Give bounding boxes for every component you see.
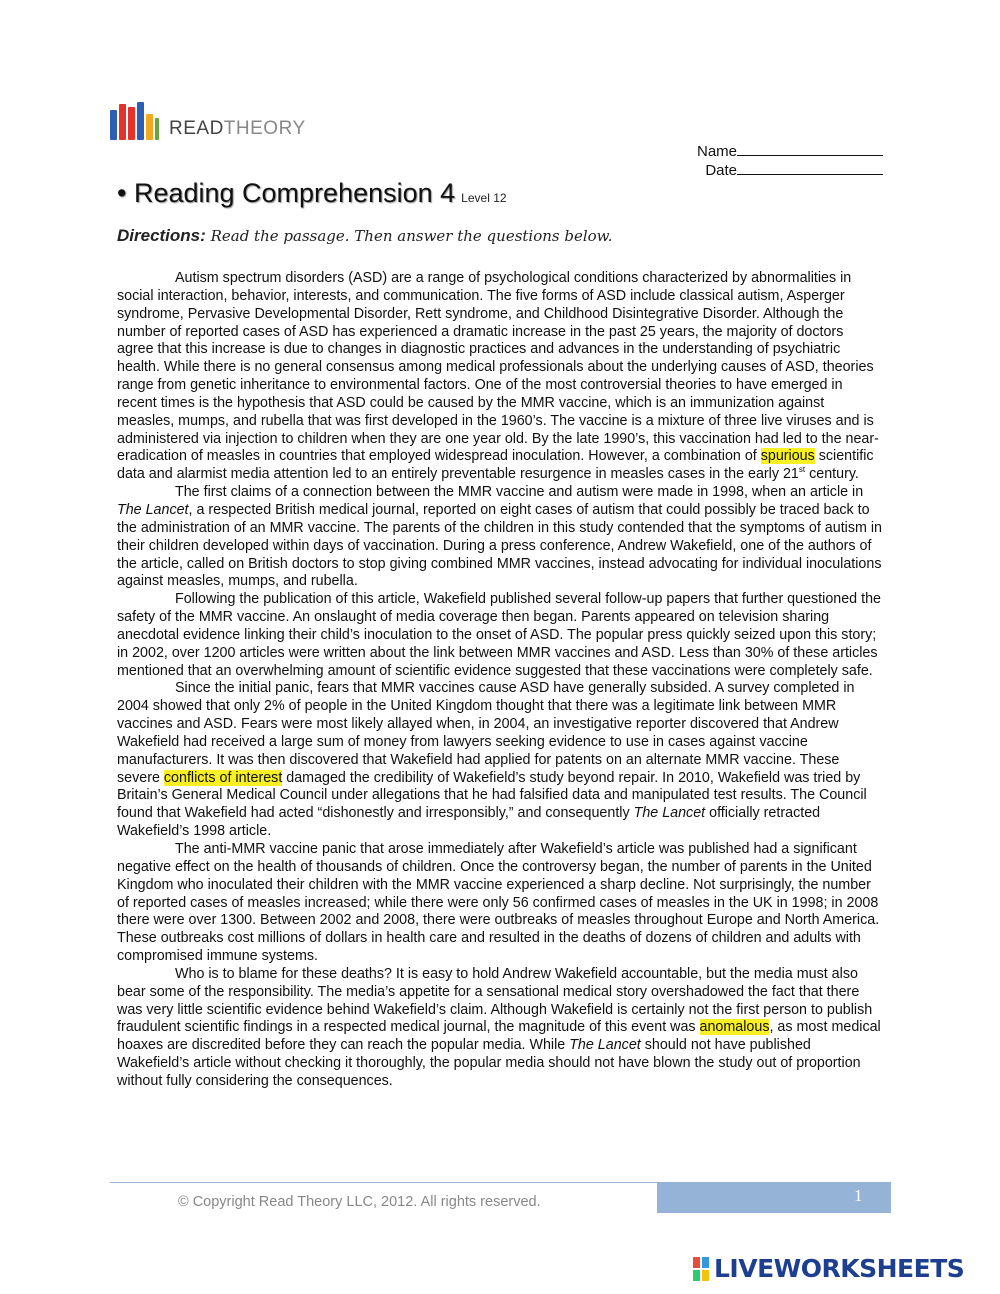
highlight-spurious[interactable]: spurious [760,448,815,465]
title-text: • Reading Comprehension 4 [117,178,456,208]
page-title [117,178,507,209]
name-line [737,142,883,156]
directions-text: Read the passage. Then answer the questions below. [210,227,613,245]
paragraph-1: Autism spectrum disorders (ASD) are a range of psychological conditions characterized by abnormalities in social interaction, behavior, interests, and communication. The five forms of ASD include classical autism, Asperger syndrome, Pervasive Developmental Disorder, Rett syndrome, and Childhood Disintegrative Disorder. Although the number of reported cases of ASD has experienced a dramatic increase in the past 25 years, the majority of doctors agree that this increase is due to changes in diagnostic practices and advances in the understanding of psychiatric health. While there is no general consensus among medical professionals about the underlying causes of ASD, theories range from genetic inheritance to environmental factors. One of the most controversial theories to have emerged in recent times is the hypothesis that ASD could be caused by the MMR vaccine, which is an immunization against measles, mumps, and rubella that was first developed in the 1960’s. The vaccine is a mixture of three live viruses and is administered via injection to children when they are one year old. By the late 1990’s, this vaccination had led to the near-eradication of measles in countries that employed widespread inoculation. However, a combination of spurious scientific data and alarmist media attention led to an entirely preventable resurgence in measles cases in the early 21st century. [117,270,879,483]
liveworksheets-watermark [692,1254,964,1283]
level-label: Level 12 [461,191,507,205]
book-icon [128,107,135,140]
readtheory-logo [110,102,306,140]
copyright-text: © Copyright Read Theory LLC, 2012. All rights reserved. [178,1194,541,1210]
directions [117,226,613,246]
page-number-box [657,1182,891,1213]
page-number: 1 [854,1186,863,1205]
brand-name: READTHEORY [169,118,306,139]
book-icon [155,118,159,140]
liveworksheets-icon [692,1256,710,1282]
footer-divider [110,1182,658,1183]
paragraph-5: The anti-MMR vaccine panic that arose immediately after Wakefield’s article was published had a significant negative effect on the health of thousands of children. Once the controversy began, the number of parents in the United Kingdom who inoculated their children with the MMR vaccine experienced a sharp decline. Not surprisingly, the number of reported cases of measles increased; while there were only 56 confirmed cases of measles in the UK in 1998; in 2008 there were over 1300. Between 2002 and 2008, there were outbreaks of measles throughout Europe and North America. These outbreaks cost millions of dollars in health care and resulted in the deaths of dozens of children and adults with compromised immune systems. [117,841,880,965]
liveworksheets-text: LIVEWORKSHEETS [714,1254,965,1283]
book-icon [110,110,117,140]
reading-passage [117,270,882,1091]
paragraph-3: Following the publication of this article, Wakefield published several follow-up papers that further questioned the safety of the MMR vaccine. An onslaught of media coverage then began. Parents appeared on television sharing anecdotal evidence linking their child’s inoculation to the onset of ASD. The popular press quickly seized upon this story; in 2002, over 1200 articles were written about the link between MMR vaccines and ASD. Less than 30% of these articles mentioned that an overwhelming amount of scientific evidence suggested that these vaccinations were completely safe. [117,591,881,679]
highlight-conflicts-of-interest[interactable]: conflicts of interest [163,769,283,786]
paragraph-2: The first claims of a connection between the MMR vaccine and autism were made in 1998, when an article in The Lancet, a respected British medical journal, reported on eight cases of autism that could possibly be traced back to the administration of an MMR vaccine. The parents of the children in this study contended that the symptoms of autism in their children developed within days of vaccination. During a press conference, Andrew Wakefield, one of the authors of the article, called on British doctors to stop giving combined MMR vaccines, instead advocating for individual inoculations against measles, mumps, and rubella. [117,484,883,590]
book-icon [119,104,126,140]
paragraph-6: Who is to blame for these deaths? It is easy to hold Andrew Wakefield accountable, but the media must also bear some of the responsibility. The media’s appetite for a sensational medical story overshadowed the fact that there was very little scientific evidence behind Wakefield’s claim. Although Wakefield is certainly not the first person to publish fraudulent scientific findings in a respected medical journal, the magnitude of this event was anomalous, as most medical hoaxes are discredited before they can reach the popular media. While The Lancet should not have published Wakefield’s article without checking it thoroughly, the popular media should not have blown the study out of proportion without fully considering the consequences. [117,965,881,1089]
date-field[interactable] [697,161,883,180]
name-date-fields [697,142,883,180]
name-label: Name [696,143,737,160]
paragraph-4: Since the initial panic, fears that MMR vaccines cause ASD have generally subsided. A survey completed in 2004 showed that only 2% of people in the United Kingdom thought that there was a legitimate link between MMR vaccines and ASD. Fears were most likely allayed when, in 2004, an investigative reporter discovered that Andrew Wakefield had received a large sum of money from lawyers seeking evidence to use in cases against vaccine manufacturers. It was then discovered that Wakefield had applied for patents on an alternate MMR vaccine. These severe conflicts of interest damaged the credibility of Wakefield’s study beyond repair. In 2010, Wakefield was tried by Britain’s General Medical Council under allegations that he had falsified data and manipulated test results. The Council found that Wakefield had acted “dishonestly and irresponsibly,” and consequently The Lancet officially retracted Wakefield’s 1998 article. [117,680,867,840]
book-icon [146,114,153,140]
highlight-anomalous[interactable]: anomalous [699,1019,770,1036]
book-icon [137,102,144,140]
directions-label: Directions: [117,226,206,245]
date-line [737,161,883,175]
date-label: Date [705,162,737,179]
name-field[interactable] [697,142,883,161]
books-icon [110,102,161,140]
